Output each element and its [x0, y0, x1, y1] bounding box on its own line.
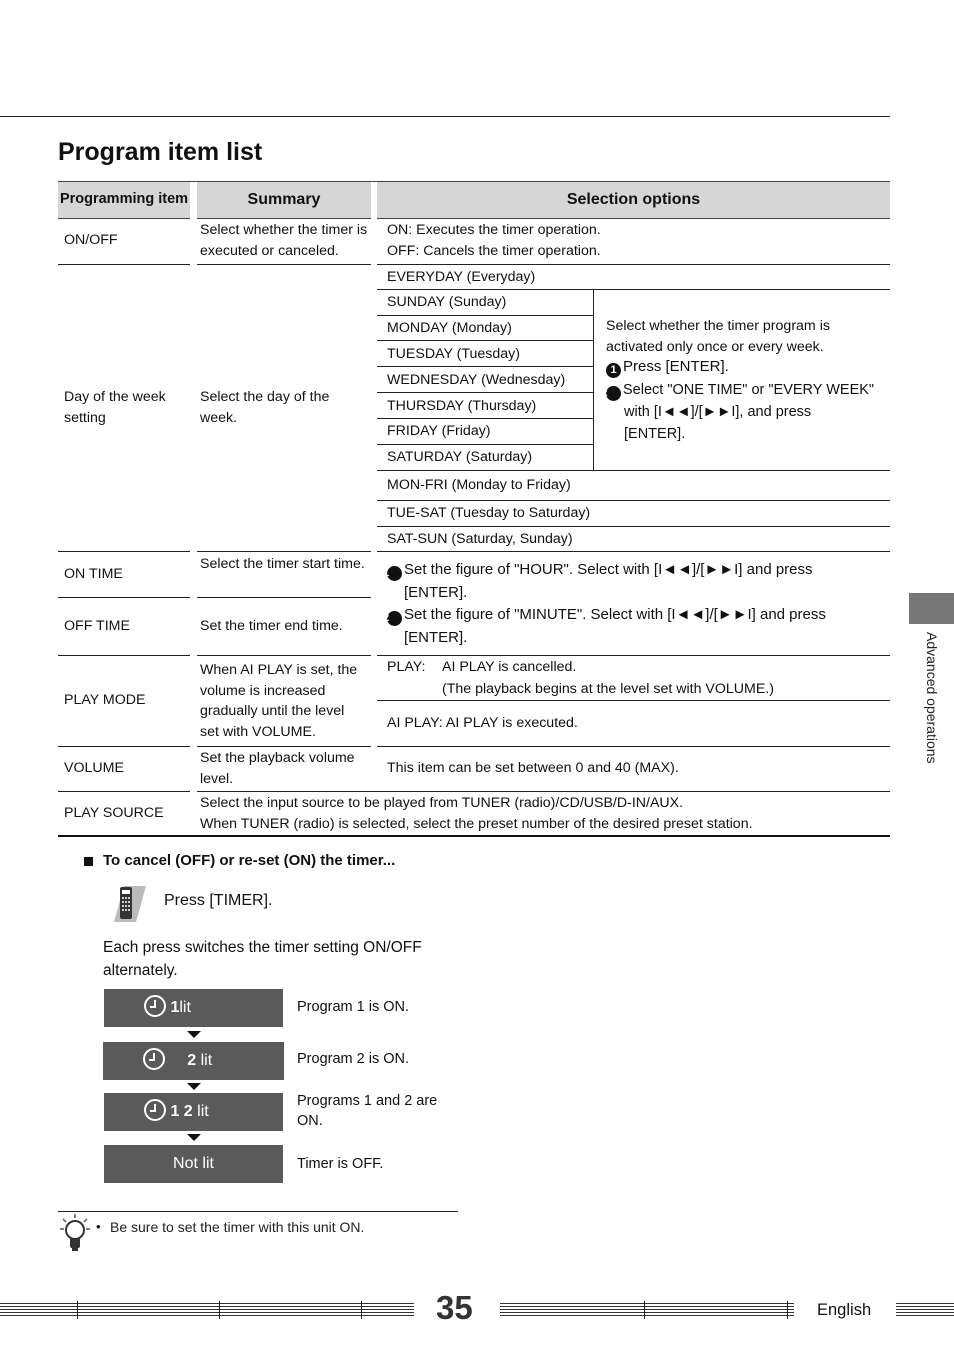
- clock-icon: [143, 1048, 165, 1070]
- state-3-desc: Programs 1 and 2 are ON.: [297, 1093, 438, 1129]
- playmode-summary: When AI PLAY is set, the volume is increased gradually until the level set with VOLUME.: [200, 662, 358, 740]
- ontime-summary: Select the timer start time.: [200, 556, 365, 572]
- playsource-line-2: When TUNER (radio) is selected, select the preset number of the desired preset station.: [200, 816, 753, 832]
- header-programming-item: Programming item: [58, 182, 190, 218]
- onoff-summary: Select whether the timer is executed or canceled.: [200, 222, 368, 259]
- footer-stripes-mid: [500, 1303, 794, 1317]
- down-arrow-icon: [187, 1134, 201, 1141]
- state-4-desc: Timer is OFF.: [297, 1156, 384, 1172]
- playsource-line-1: Select the input source to be played from TUNER (radio)/CD/USB/D-IN/AUX.: [200, 795, 684, 811]
- day-option: FRIDAY (Friday): [387, 423, 491, 439]
- header-summary: Summary: [197, 182, 371, 218]
- header-selection-options: Selection options: [377, 182, 890, 218]
- day-option: TUESDAY (Tuesday): [387, 346, 520, 362]
- step-1-icon: 1: [387, 566, 402, 581]
- state-2-desc: Program 2 is ON.: [297, 1051, 409, 1067]
- day-step-1: 1 Press [ENTER].: [606, 357, 729, 378]
- display-state-1: 1lit: [104, 989, 283, 1027]
- lightbulb-icon: [58, 1213, 92, 1253]
- remote-icon: [104, 884, 148, 924]
- down-arrow-icon: [187, 1083, 201, 1090]
- day-option: MONDAY (Monday): [387, 320, 512, 336]
- language-label: English: [817, 1301, 872, 1319]
- offtime-summary: Set the timer end time.: [200, 618, 343, 634]
- day-option: WEDNESDAY (Wednesday): [387, 372, 566, 388]
- onoff-item: ON/OFF: [64, 232, 118, 248]
- step-1-icon: 1: [606, 363, 621, 378]
- footer-stripes-right: [896, 1303, 954, 1317]
- day-option: THURSDAY (Thursday): [387, 398, 537, 414]
- playmode-play-text-2: (The playback begins at the level set with VOLUME.): [442, 681, 774, 697]
- volume-summary: Set the playback volume level.: [200, 750, 355, 787]
- onoff-option-on: ON: Executes the timer operation.: [387, 222, 601, 238]
- day-option: EVERYDAY (Everyday): [387, 269, 536, 285]
- day-note: Select whether the timer program is activated only once or every week.: [606, 318, 830, 355]
- day-step-2: 2 Select "ONE TIME" or "EVERY WEEK" with [I◄◄]/[►►I], and press [ENTER].: [601, 382, 875, 442]
- time-step-1: 1 Set the figure of "HOUR". Select with [I◄◄]/[►►I] and press [ENTER].: [382, 561, 813, 601]
- footer-stripes-left: [0, 1303, 414, 1317]
- clock-icon: [144, 1099, 166, 1121]
- down-arrow-icon: [187, 1031, 201, 1038]
- playmode-aiplay: AI PLAY: AI PLAY is executed.: [387, 715, 578, 731]
- playmode-item: PLAY MODE: [64, 692, 146, 708]
- tip-text: Be sure to set the timer with this unit ON.: [110, 1219, 365, 1235]
- day-option: TUE-SAT (Tuesday to Saturday): [387, 505, 591, 521]
- side-tab: [909, 593, 954, 624]
- page-title: Program item list: [58, 138, 263, 166]
- day-summary: Select the day of the week.: [200, 389, 330, 426]
- display-state-3: 1 2 lit: [104, 1093, 283, 1131]
- clock-icon: [144, 995, 166, 1017]
- tip-bullet: •: [96, 1219, 101, 1234]
- display-state-2: 2 lit: [103, 1042, 284, 1080]
- day-option: SAT-SUN (Saturday, Sunday): [387, 531, 573, 547]
- onoff-option-off: OFF: Cancels the timer operation.: [387, 243, 601, 259]
- ontime-item: ON TIME: [64, 566, 123, 582]
- offtime-item: OFF TIME: [64, 618, 130, 634]
- cancel-heading: To cancel (OFF) or re-set (ON) the timer...: [103, 852, 396, 869]
- state-1-desc: Program 1 is ON.: [297, 999, 409, 1015]
- side-label: Advanced operations: [924, 632, 940, 764]
- volume-option: This item can be set between 0 and 40 (MAX).: [387, 760, 679, 776]
- day-option: MON-FRI (Monday to Friday): [387, 477, 571, 493]
- display-state-4: Not lit: [104, 1145, 283, 1183]
- playmode-play-text: AI PLAY is cancelled.: [442, 659, 577, 675]
- day-option: SUNDAY (Sunday): [387, 294, 507, 310]
- square-bullet-icon: [84, 857, 93, 866]
- playsource-item: PLAY SOURCE: [64, 805, 164, 821]
- press-timer-text: Press [TIMER].: [164, 892, 273, 909]
- playmode-play-label: PLAY:: [387, 659, 426, 675]
- time-step-2: 2 Set the figure of "MINUTE". Select with [I◄◄]/[►►I] and press [ENTER].: [382, 606, 826, 646]
- each-press-text: Each press switches the timer setting ON/OFF alternately.: [103, 939, 422, 979]
- top-rule: [0, 116, 890, 117]
- day-item: Day of the week setting: [64, 389, 166, 426]
- page-number: 35: [436, 1289, 473, 1326]
- volume-item: VOLUME: [64, 760, 124, 776]
- day-option: SATURDAY (Saturday): [387, 449, 533, 465]
- step-2-icon: 2: [387, 611, 402, 626]
- step-2-icon: 2: [606, 386, 621, 401]
